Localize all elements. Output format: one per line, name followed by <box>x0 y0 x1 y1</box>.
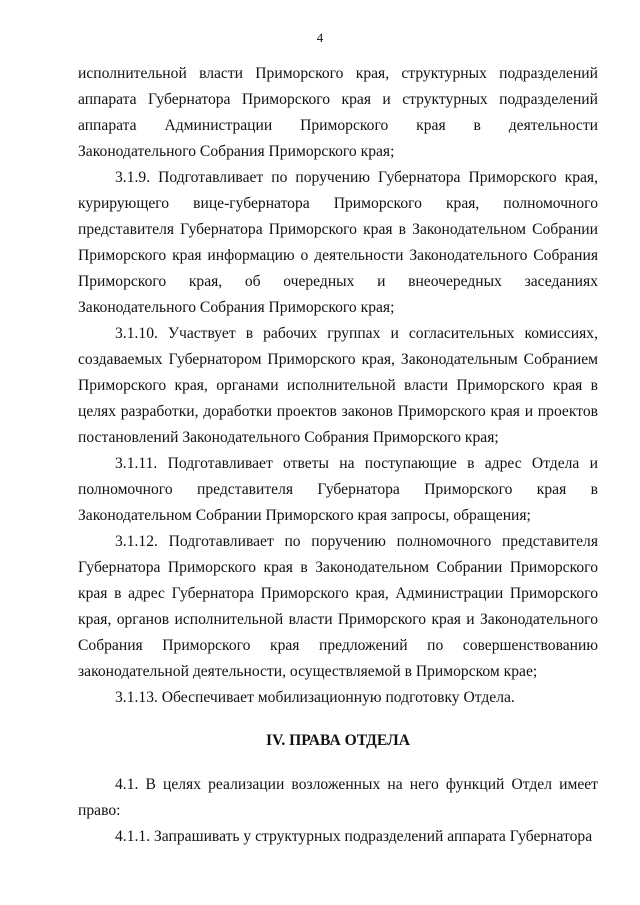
page-number: 4 <box>316 30 324 45</box>
section-title: IV. ПРАВА ОТДЕЛА <box>266 732 410 749</box>
paragraph-3-1-13: 3.1.13. Обеспечивает мобилизационную подготовку Отдела. <box>115 689 515 706</box>
document-body <box>78 61 598 850</box>
paragraph-4-1-1: 4.1.1. Запрашивать у структурных подразделений аппарата Губернатора <box>115 828 593 845</box>
paragraph-3-1-12: 3.1.12. Подготавливает по поручению полномочного представителя Губернатора Приморского края в Законодательном Собрании Приморского края в адрес Губернатора Приморского края, Администрации Приморского края, органов исполнительной власти Приморского края и Законодательного Собрания Приморского края предложений по совершенствованию законодательной деятельности, осуществляемой в Приморском крае; <box>78 533 598 680</box>
paragraph-4-1: 4.1. В целях реализации возложенных на него функций Отдел имеет право: <box>78 776 598 819</box>
paragraph-3-1-9: 3.1.9. Подготавливает по поручению Губернатора Приморского края, курирующего вице-губернатора Приморского края, полномочного представителя Губернатора Приморского края в Законодательном Собрании Приморского края информацию о деятельности Законодательного Собрания Приморского края, об очередных и внеочередных заседаниях Законодательного Собрания Приморского края; <box>78 169 598 316</box>
paragraph-continuation: исполнительной власти Приморского края, структурных подразделений аппарата Губернатора Приморского края и структурных подразделений аппарата Администрации Приморского края в деятельности Законодательного Собрания Приморского края; <box>78 65 598 160</box>
paragraph-3-1-11: 3.1.11. Подготавливает ответы на поступающие в адрес Отдела и полномочного представителя Губернатора Приморского края в Законодательном Собрании Приморского края запросы, обращения; <box>78 455 598 524</box>
paragraph-3-1-10: 3.1.10. Участвует в рабочих группах и согласительных комиссиях, создаваемых Губернатором Приморского края, Законодательным Собранием Приморского края, органами исполнительной власти Приморского края в целях разработки, доработки проектов законов Приморского края и проектов постановлений Законодательного Собрания Приморского края; <box>78 325 598 446</box>
